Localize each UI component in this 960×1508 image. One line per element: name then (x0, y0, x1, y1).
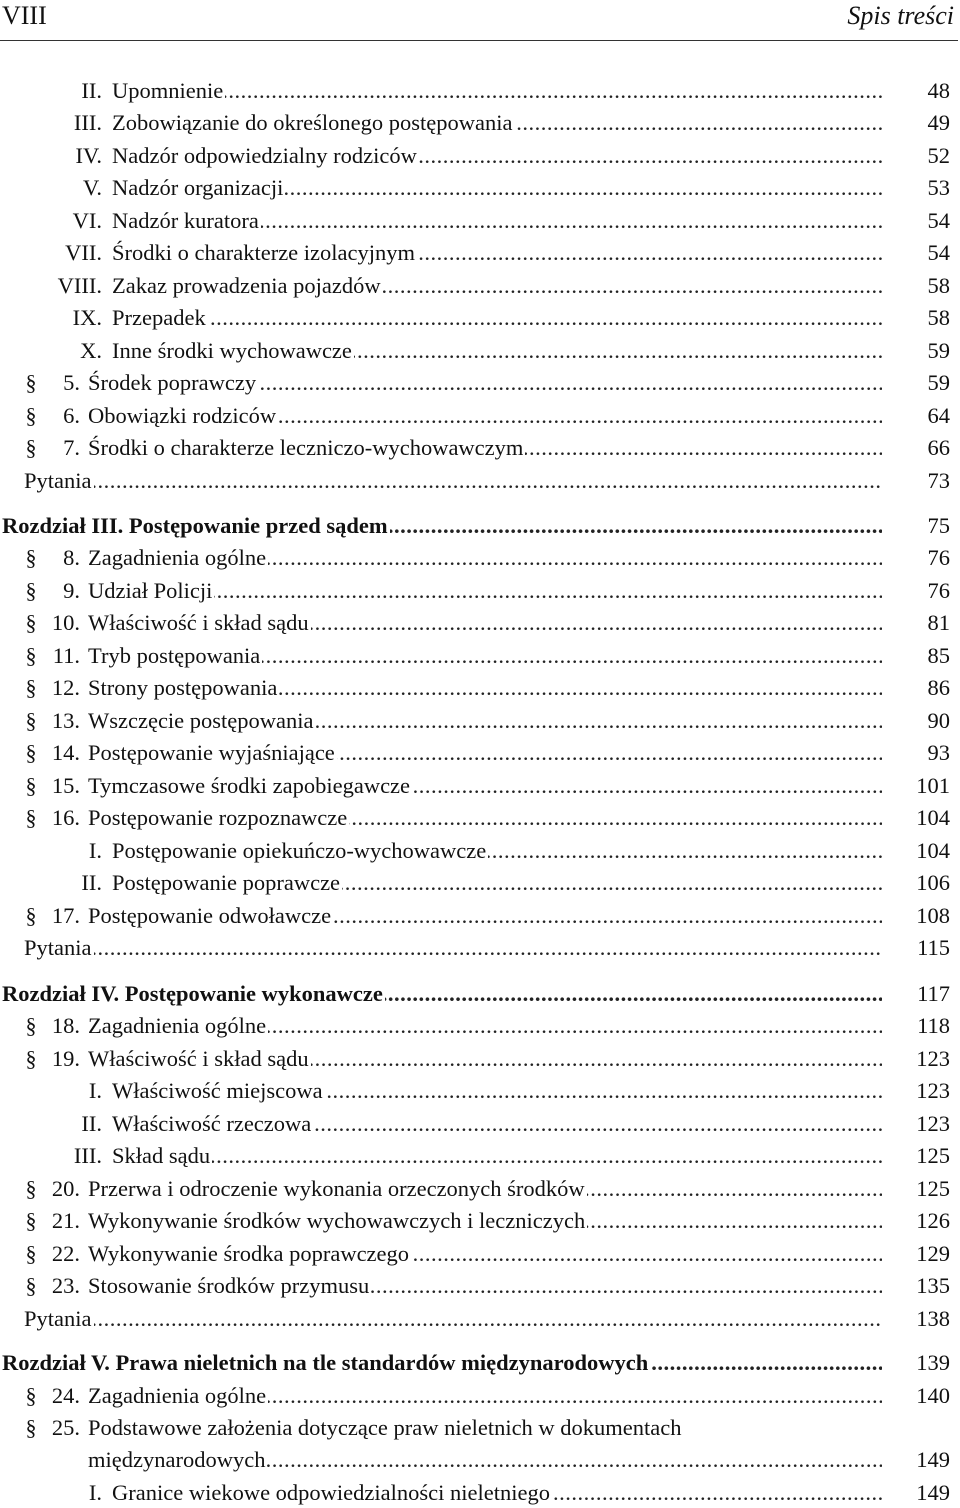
toc-chapter (0, 1348, 960, 1378)
entry-page-number: 49 (927, 110, 950, 135)
entry-title-text: Skład sądu (112, 1143, 211, 1168)
entry-number: X. (80, 338, 102, 363)
entry-page-number: 123 (916, 1046, 950, 1071)
entry-number: 14. (51, 740, 80, 765)
entry-page-number: 118 (917, 1013, 950, 1038)
entry-number: 17. (51, 903, 80, 928)
entry-title-text: Obowiązki rodziców (88, 403, 277, 428)
entry-title (112, 836, 882, 866)
entry-title-text: Nadzór organizacji (112, 175, 284, 200)
entry-number: 16. (51, 805, 80, 830)
toc-entry (0, 368, 960, 398)
entry-page-number: 66 (927, 435, 950, 460)
entry-page-number: 64 (927, 403, 950, 428)
entry-number: III. (73, 110, 102, 135)
entry-page-number: 135 (916, 1273, 950, 1298)
entry-number: 25. (51, 1415, 80, 1440)
entry-number: 12. (51, 675, 80, 700)
section-sign: § (25, 1415, 37, 1440)
page-number: VIII (2, 1, 47, 30)
entry-title (88, 1381, 882, 1411)
toc-entry (0, 336, 960, 366)
entry-page-number: 149 (916, 1480, 950, 1505)
entry-page-number: 59 (927, 338, 950, 363)
entry-title-text: Wykonywanie środka poprawczego (88, 1241, 410, 1266)
section-sign: § (25, 610, 37, 635)
toc-entry (0, 108, 960, 138)
entry-page-number: 75 (927, 513, 950, 538)
entry-title-text: Inne środki wychowawcze (112, 338, 352, 363)
entry-number: 11. (52, 643, 80, 668)
entry-number: 18. (51, 1013, 80, 1038)
entry-title-text: Rozdział V. Prawa nieletnich na tle standardów międzynarodowych (2, 1350, 649, 1375)
entry-page-number: 86 (927, 675, 950, 700)
entry-title (88, 641, 882, 671)
toc-entry (0, 1141, 960, 1171)
entry-number: 13. (51, 708, 80, 733)
toc-entry (0, 933, 960, 963)
entry-title-text: Wykonywanie środków wychowawczych i leczniczych (88, 1208, 586, 1233)
toc-entry (0, 303, 960, 333)
entry-title (88, 433, 882, 463)
entry-page-number: 140 (916, 1383, 950, 1408)
toc-entry (0, 576, 960, 606)
entry-page-number: 115 (917, 935, 950, 960)
section-sign: § (25, 740, 37, 765)
entry-number: V. (83, 175, 102, 200)
entry-page-number: 138 (916, 1306, 950, 1331)
entry-title-text: Pytania (24, 1306, 92, 1331)
entry-title-text: Właściwość miejscowa (112, 1078, 323, 1103)
entry-title (112, 76, 882, 106)
entry-title (88, 543, 882, 573)
section-sign: § (25, 1241, 37, 1266)
section-sign: § (25, 773, 37, 798)
section-sign: § (25, 1046, 37, 1071)
entry-title-text: Podstawowe założenia dotyczące praw nieletnich w dokumentach (88, 1415, 682, 1440)
entry-number: VII. (65, 240, 102, 265)
entry-title (112, 1109, 882, 1139)
entry-title-text: Właściwość i skład sądu (88, 610, 309, 635)
toc-entry (0, 836, 960, 866)
entry-title-text: Postępowanie poprawcze (112, 870, 341, 895)
entry-title (112, 238, 882, 268)
toc-entry (0, 1239, 960, 1269)
entry-number: 15. (51, 773, 80, 798)
entry-title (112, 108, 882, 138)
entry-page-number: 58 (927, 305, 950, 330)
entry-page-number: 73 (927, 468, 950, 493)
toc-entry (0, 1381, 960, 1411)
section-sign: § (25, 903, 37, 928)
entry-title (24, 933, 882, 963)
entry-title (112, 303, 882, 333)
section-sign: § (25, 643, 37, 668)
entry-title-text: Pytania (24, 935, 92, 960)
entry-number: I. (88, 1078, 102, 1103)
entry-number: 24. (51, 1383, 80, 1408)
entry-title-text: międzynarodowych (88, 1447, 266, 1472)
entry-title-text: Środek poprawczy (88, 370, 257, 395)
entry-title-text: Zobowiązanie do określonego postępowania (112, 110, 513, 135)
entry-number: 8. (63, 545, 80, 570)
entry-number: 20. (51, 1176, 80, 1201)
entry-number: III. (73, 1143, 102, 1168)
entry-title (112, 1478, 882, 1508)
entry-page-number: 58 (927, 273, 950, 298)
entry-page-number: 106 (916, 870, 950, 895)
entry-number: 22. (51, 1241, 80, 1266)
entry-title (112, 141, 882, 171)
entry-title (88, 1044, 882, 1074)
section-sign: § (25, 403, 37, 428)
entry-page-number: 123 (916, 1078, 950, 1103)
entry-title (112, 1076, 882, 1106)
toc-entry (0, 1011, 960, 1041)
entry-title-text: Rozdział IV. Postępowanie wykonawcze (2, 981, 383, 1006)
entry-title (112, 868, 882, 898)
entry-page-number: 126 (916, 1208, 950, 1233)
entry-title-text: Tryb postępowania (88, 643, 261, 668)
entry-title-text: Udział Policji (88, 578, 213, 603)
toc-entry (0, 401, 960, 431)
entry-title-text: Postępowanie opiekuńczo-wychowawcze (112, 838, 487, 863)
entry-number: VI. (72, 208, 102, 233)
entry-title-text: Zagadnienia ogólne (88, 1383, 267, 1408)
section-sign: § (25, 805, 37, 830)
entry-number: 7. (63, 435, 80, 460)
entry-title (112, 336, 882, 366)
toc-entry (0, 738, 960, 768)
entry-title (88, 401, 882, 431)
entry-title-text: Rozdział III. Postępowanie przed sądem (2, 513, 388, 538)
entry-title (88, 771, 882, 801)
entry-title (112, 1141, 882, 1171)
entry-title-text: Właściwość i skład sądu (88, 1046, 309, 1071)
entry-title (112, 271, 882, 301)
entry-page-number: 81 (927, 610, 950, 635)
section-sign: § (25, 435, 37, 460)
toc-entry (0, 543, 960, 573)
entry-number: II. (81, 78, 102, 103)
entry-title (88, 608, 882, 638)
section-sign: § (25, 370, 37, 395)
entry-number: 10. (51, 610, 80, 635)
entry-title (88, 673, 882, 703)
entry-page-number: 117 (917, 981, 950, 1006)
entry-title (24, 1304, 882, 1334)
section-sign: § (25, 1176, 37, 1201)
entry-title (88, 706, 882, 736)
toc-entry (0, 673, 960, 703)
entry-page-number: 76 (927, 578, 950, 603)
toc-entry (0, 1478, 960, 1508)
entry-title-text: Zagadnienia ogólne (88, 1013, 267, 1038)
entry-page-number: 125 (916, 1176, 950, 1201)
toc-entry (0, 1206, 960, 1236)
entry-title (88, 1271, 882, 1301)
entry-number: 21. (51, 1208, 80, 1233)
toc-entry (0, 206, 960, 236)
toc-entry (0, 868, 960, 898)
toc-entry (0, 706, 960, 736)
entry-title-text: Zagadnienia ogólne (88, 545, 267, 570)
running-title: Spis treści (847, 1, 954, 30)
toc-entry (0, 1304, 960, 1334)
entry-page-number: 54 (927, 240, 950, 265)
entry-title-text: Właściwość rzeczowa (112, 1111, 312, 1136)
entry-page-number: 101 (916, 773, 950, 798)
entry-page-number: 129 (916, 1241, 950, 1266)
section-sign: § (25, 1383, 37, 1408)
toc-entry (0, 76, 960, 106)
entry-page-number: 59 (927, 370, 950, 395)
entry-page-number: 104 (916, 805, 950, 830)
entry-title-text: Środki o charakterze leczniczo-wychowawczym (88, 435, 524, 460)
entry-title (112, 206, 882, 236)
entry-title-text: Zakaz prowadzenia pojazdów (112, 273, 381, 298)
entry-number: II. (81, 870, 102, 895)
entry-number: II. (81, 1111, 102, 1136)
entry-title (88, 803, 882, 833)
entry-page-number: 90 (927, 708, 950, 733)
entry-page-number: 139 (916, 1350, 950, 1375)
toc-chapter (0, 511, 960, 541)
entry-page-number: 149 (916, 1447, 950, 1472)
entry-number: 5. (63, 370, 80, 395)
entry-title (2, 511, 882, 541)
toc-entry (0, 608, 960, 638)
entry-number: I. (88, 1480, 102, 1505)
entry-title-text: Granice wiekowe odpowiedzialności nieletniego (112, 1480, 550, 1505)
entry-title (88, 576, 882, 606)
entry-title (88, 901, 882, 931)
toc-entry (0, 1044, 960, 1074)
toc-entry (0, 641, 960, 671)
entry-title-text: Strony postępowania (88, 675, 278, 700)
section-sign: § (25, 1273, 37, 1298)
section-sign: § (25, 1208, 37, 1233)
entry-title (88, 368, 882, 398)
toc-entry (0, 803, 960, 833)
entry-page-number: 85 (927, 643, 950, 668)
entry-number: I. (88, 838, 102, 863)
page-header (0, 0, 958, 41)
entry-title-text: Przepadek (112, 305, 206, 330)
entry-page-number: 93 (927, 740, 950, 765)
entry-title-text: Wszczęcie postępowania (88, 708, 314, 733)
entry-page-number: 53 (927, 175, 950, 200)
entry-title-text: Stosowanie środków przymusu (88, 1273, 370, 1298)
entry-number: 19. (51, 1046, 80, 1071)
entry-title (88, 1011, 882, 1041)
section-sign: § (25, 1013, 37, 1038)
toc-entry (0, 771, 960, 801)
entry-title-text: Nadzór kuratora (112, 208, 259, 233)
section-sign: § (25, 708, 37, 733)
entry-page-number: 108 (916, 903, 950, 928)
entry-title (88, 1413, 882, 1443)
toc-entry (0, 433, 960, 463)
entry-number: IV. (75, 143, 102, 168)
entry-title (88, 1174, 882, 1204)
entry-title-text: Postępowanie odwoławcze (88, 903, 332, 928)
entry-title (24, 466, 882, 496)
toc-chapter (0, 979, 960, 1009)
entry-title-text: Środki o charakterze izolacyjnym (112, 240, 416, 265)
entry-page-number: 104 (916, 838, 950, 863)
toc-entry (0, 1174, 960, 1204)
toc-entry (0, 173, 960, 203)
entry-page-number: 48 (927, 78, 950, 103)
entry-title-text: Tymczasowe środki zapobiegawcze (88, 773, 411, 798)
entry-title-text: Postępowanie wyjaśniające (88, 740, 335, 765)
entry-title (112, 173, 882, 203)
entry-title (2, 1348, 882, 1378)
entry-number: 9. (63, 578, 80, 603)
entry-number: 6. (63, 403, 80, 428)
entry-title (88, 1445, 882, 1475)
toc-entry (0, 271, 960, 301)
entry-page-number: 54 (927, 208, 950, 233)
entry-number: IX. (72, 305, 102, 330)
entry-title-text: Pytania (24, 468, 92, 493)
toc-entry (0, 1271, 960, 1301)
section-sign: § (25, 675, 37, 700)
entry-title-text: Nadzór odpowiedzialny rodziców (112, 143, 417, 168)
entry-title-text: Upomnienie (112, 78, 224, 103)
entry-title (88, 1239, 882, 1269)
toc-entry (0, 238, 960, 268)
toc-entry (0, 466, 960, 496)
entry-page-number: 52 (927, 143, 950, 168)
entry-page-number: 76 (927, 545, 950, 570)
toc-entry (0, 141, 960, 171)
entry-page-number: 125 (916, 1143, 950, 1168)
entry-title (88, 1206, 882, 1236)
toc-entry (0, 901, 960, 931)
toc-entry (0, 1413, 960, 1443)
entry-number: 23. (51, 1273, 80, 1298)
entry-title-text: Przerwa i odroczenie wykonania orzeczonych środków (88, 1176, 585, 1201)
entry-title (2, 979, 882, 1009)
entry-number: VIII. (57, 273, 102, 298)
entry-title (88, 738, 882, 768)
toc-entry (0, 1076, 960, 1106)
section-sign: § (25, 545, 37, 570)
section-sign: § (25, 578, 37, 603)
entry-page-number: 123 (916, 1111, 950, 1136)
toc-entry (0, 1109, 960, 1139)
toc-entry (0, 1445, 960, 1475)
entry-title-text: Postępowanie rozpoznawcze (88, 805, 348, 830)
